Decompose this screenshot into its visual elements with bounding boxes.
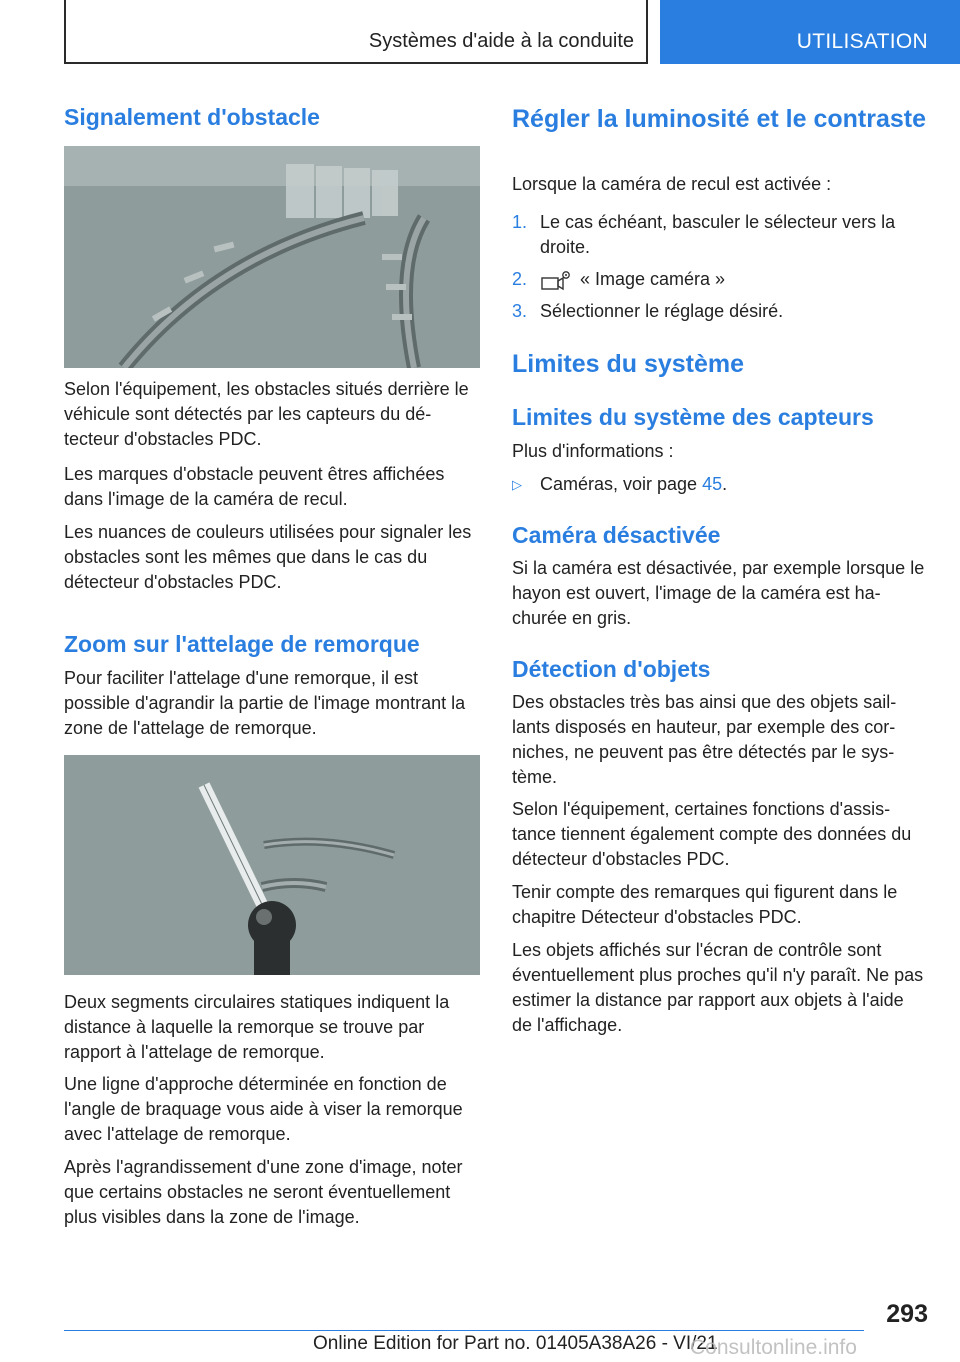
paragraph-brightness-intro: Lorsque la caméra de recul est activée : (512, 174, 832, 194)
heading-trailer-zoom: Zoom sur l'attelage de remorque (64, 631, 420, 657)
step-2 (512, 267, 928, 295)
paragraph-trailer-2: Une ligne d'approche déterminée en fonction de l'angle de braquage vous aide à viser la remorque avec l'attelage de remorque. (64, 1074, 463, 1144)
paragraph-objects-4: Les objets affichés sur l'écran de contrôle sont éventuellement plus proches qu'il n'y paraît. Ne pas estimer la distance par rapport aux objets à l'aide de l'affichage. (512, 940, 924, 1035)
heading-object-detection: Détection d'objets (512, 656, 711, 682)
paragraph-obstacle-1: Selon l'équipement, les obstacles situés derrière le véhicule sont détectés par les capteurs du détecteur d'obstacles PDC. (64, 379, 469, 449)
footer-rule (64, 1330, 864, 1331)
header-section-box (64, 0, 648, 64)
chapter-label: UTILISATION (796, 30, 928, 53)
paragraph-objects-1: Des obstacles très bas ainsi que des objets saillants disposés en hauteur, par exemple des corniches, ne peuvent pas être détectés par le système. (512, 692, 897, 787)
heading-sensor-limits: Limites du système des capteurs (512, 404, 874, 430)
paragraph-trailer-3: Après l'agrandissement d'une zone d'image, noter que certains obstacles ne seront éventuellement plus visibles dans la zone de l'image. (64, 1157, 463, 1227)
watermark: Consultonline.info (690, 1336, 857, 1359)
step-text: « Image caméra » (580, 269, 726, 289)
page-link-45[interactable]: 45 (702, 474, 723, 494)
step-number: 2. (512, 269, 528, 289)
bullet-line: Caméras, voir page 45. (540, 474, 728, 494)
heading-camera-off: Caméra désactivée (512, 522, 721, 548)
heading-system-limits: Limites du système (512, 350, 745, 378)
paragraph-objects-2: Selon l'équipement, certaines fonctions d'assistance tiennent également compte des données du détecteur d'obstacles PDC. (512, 799, 912, 869)
figure-obstacle-marks (64, 146, 480, 368)
chapter-tab (660, 0, 960, 64)
paragraph-camera-off: Si la caméra est désactivée, par exemple lorsque le hayon est ouvert, l'image de la caméra est hachurée en gris. (512, 558, 925, 628)
section-title: Systèmes d'aide à la conduite (368, 30, 634, 52)
heading-brightness-contrast: Régler la luminosité et le contraste (512, 105, 927, 133)
step-text: Sélectionner le réglage désiré. (540, 301, 784, 321)
footer-edition: Online Edition for Part no. 01405A38A26 - VI/21 (313, 1333, 718, 1354)
bullet-triangle-icon: ▷ (512, 477, 522, 492)
trailer-hitch-illustration (64, 755, 480, 975)
camera-settings-icon (540, 269, 572, 296)
heading-obstacle-signal: Signalement d'obstacle (64, 104, 320, 130)
paragraph-trailer-1: Deux segments circulaires statiques indiquent la distance à laquelle la remorque se trouve par rapport à l'attelage de remorque. (64, 992, 450, 1062)
paragraph-obstacle-3: Les nuances de couleurs utilisées pour signaler les obstacles sont les mêmes que dans le cas du détecteur d'obstacles PDC. (64, 522, 472, 592)
figure-trailer-hitch (64, 755, 480, 975)
step-1 (512, 210, 928, 262)
step-text: Le cas échéant, basculer le sélecteur vers la droite. (540, 212, 896, 257)
page-number: 293 (886, 1300, 928, 1328)
obstacle-marks-illustration (64, 146, 480, 368)
step-number: 3. (512, 301, 528, 321)
paragraph-trailer-zoom: Pour faciliter l'attelage d'une remorque, il est possible d'agrandir la partie de l'image montrant la zone de l'attelage de remorque. (64, 668, 466, 738)
paragraph-more-info: Plus d'informations : (512, 441, 674, 461)
paragraph-objects-3: Tenir compte des remarques qui figurent dans le chapitre Détecteur d'obstacles PDC. (512, 882, 898, 927)
paragraph-obstacle-2: Les marques d'obstacle peuvent êtres affichées dans l'image de la caméra de recul. (64, 464, 445, 509)
bullet-cameras (512, 472, 928, 500)
step-3 (512, 299, 928, 327)
step-number: 1. (512, 212, 528, 232)
